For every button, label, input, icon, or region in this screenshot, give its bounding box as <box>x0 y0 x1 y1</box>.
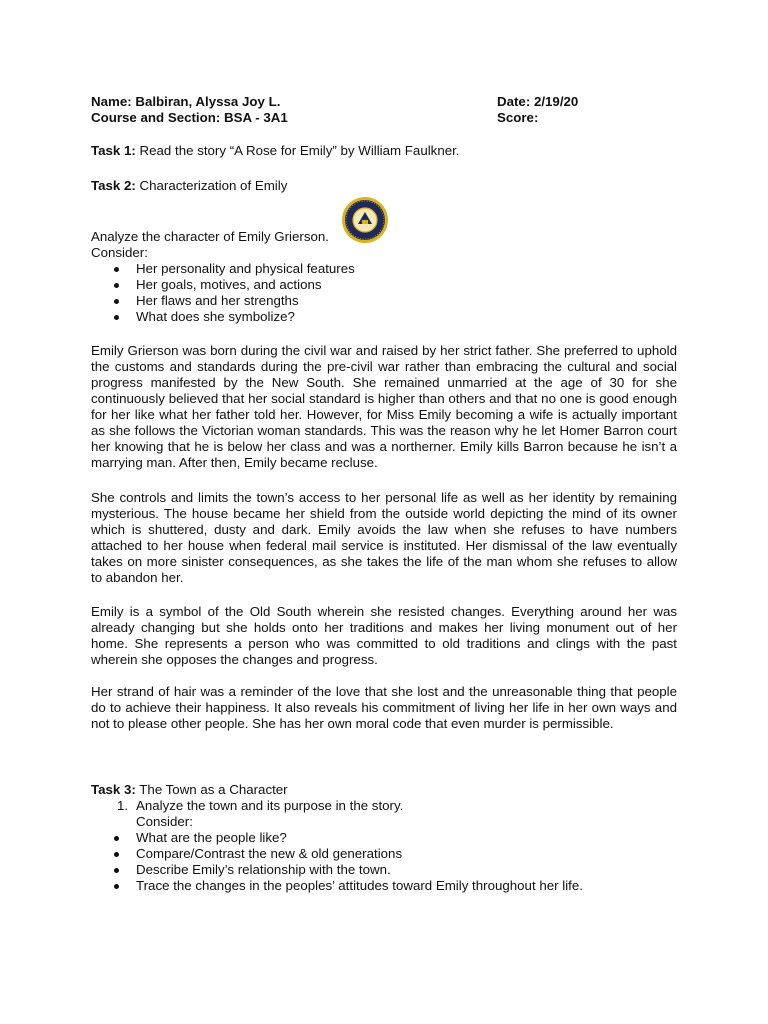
bullet-item: Describe Emily’s relationship with the town. <box>91 862 691 878</box>
submission-date: Date: 2/19/20 <box>497 94 579 109</box>
bullet-item: What are the people like? <box>91 830 691 846</box>
task-2-label: Task 2: <box>91 178 136 193</box>
header-row-1 <box>91 94 691 110</box>
bullet-item: What does she symbolize? <box>91 309 691 325</box>
analyze-section <box>91 229 691 325</box>
paragraph-4: Her strand of hair was a reminder of the love that she lost and the unreasonable thing that people do to achieve their happiness. It also reveals his commitment of living her life in her own ways and not to please other people. She has her own moral code that even murder is permissible. <box>91 684 677 731</box>
task-1-text: Read the story “A Rose for Emily” by William Faulkner. <box>135 143 460 158</box>
paragraph-2: She controls and limits the town’s access to her personal life as well as her identity by remaining mysterious. The house became her shield from the outside world depicting the mind of its owner which is shuttered, dusty and dark. Emily avoids the law when she refuses to have numbers attached to her house when federal mail service is instituted. Her dismissal of the law eventually takes on more sinister consequences, as she takes the life of the man whom she refuses to allow to abandon her. <box>91 490 677 585</box>
task-2-text: Characterization of Emily <box>135 178 288 193</box>
analyze-bullets <box>91 261 691 325</box>
seal-emblem-book <box>362 220 368 224</box>
numbered-item-text: Analyze the town and its purpose in the story. <box>136 798 404 813</box>
student-header <box>91 94 691 126</box>
task-3-text: The Town as a Character <box>135 782 288 797</box>
bullet-item: Her goals, motives, and actions <box>91 277 691 293</box>
student-name: Name: Balbiran, Alyssa Joy L. <box>91 94 281 109</box>
header-row-2 <box>91 110 691 126</box>
analyze-intro: Analyze the character of Emily Grierson. <box>91 229 329 244</box>
task-3-heading <box>91 782 691 798</box>
task-3-bullets <box>91 830 691 894</box>
task-1-label: Task 1: <box>91 143 136 158</box>
course-section: Course and Section: BSA - 3A1 <box>91 110 288 125</box>
analyze-consider: Consider: <box>91 245 148 260</box>
bullet-item: Trace the changes in the peoples’ attitudes toward Emily throughout her life. <box>91 878 691 894</box>
bullet-item: Her personality and physical features <box>91 261 691 277</box>
bullet-item: Her flaws and her strengths <box>91 293 691 309</box>
numbered-item-1 <box>91 798 691 814</box>
task-2 <box>91 178 287 194</box>
task-3-label: Task 3: <box>91 782 136 797</box>
bullet-item: Compare/Contrast the new & old generations <box>91 846 691 862</box>
paragraph-1: Emily Grierson was born during the civil war and raised by her strict father. She preferred to uphold the customs and standards during the pre-civil war rather than embracing the cultural and social progress manifested by the New South. She remained unmarried at the age of 30 for she continuously believed that her social standard is higher than others and that no one is good enough for her like what her father told her. However, for Miss Emily becoming a wife is actually important as she follows the Victorian woman standards. This was the reason why he let Homer Barron court her knowing that he is below her class and was a northerner. Emily kills Barron because he isn’t a marrying man. After then, Emily became recluse. <box>91 343 677 470</box>
task-1 <box>91 143 460 159</box>
task-3-consider: Consider: <box>136 814 193 829</box>
task-3 <box>91 782 691 894</box>
paragraph-3: Emily is a symbol of the Old South wherein she resisted changes. Everything around her was already changing but she holds onto her traditions and makes her living monument out of her home. She represents a person who was committed to old traditions and clings with the past wherein she opposes the changes and progress. <box>91 604 677 667</box>
numbered-item-marker: 1. <box>117 798 129 813</box>
score-label: Score: <box>497 110 539 125</box>
